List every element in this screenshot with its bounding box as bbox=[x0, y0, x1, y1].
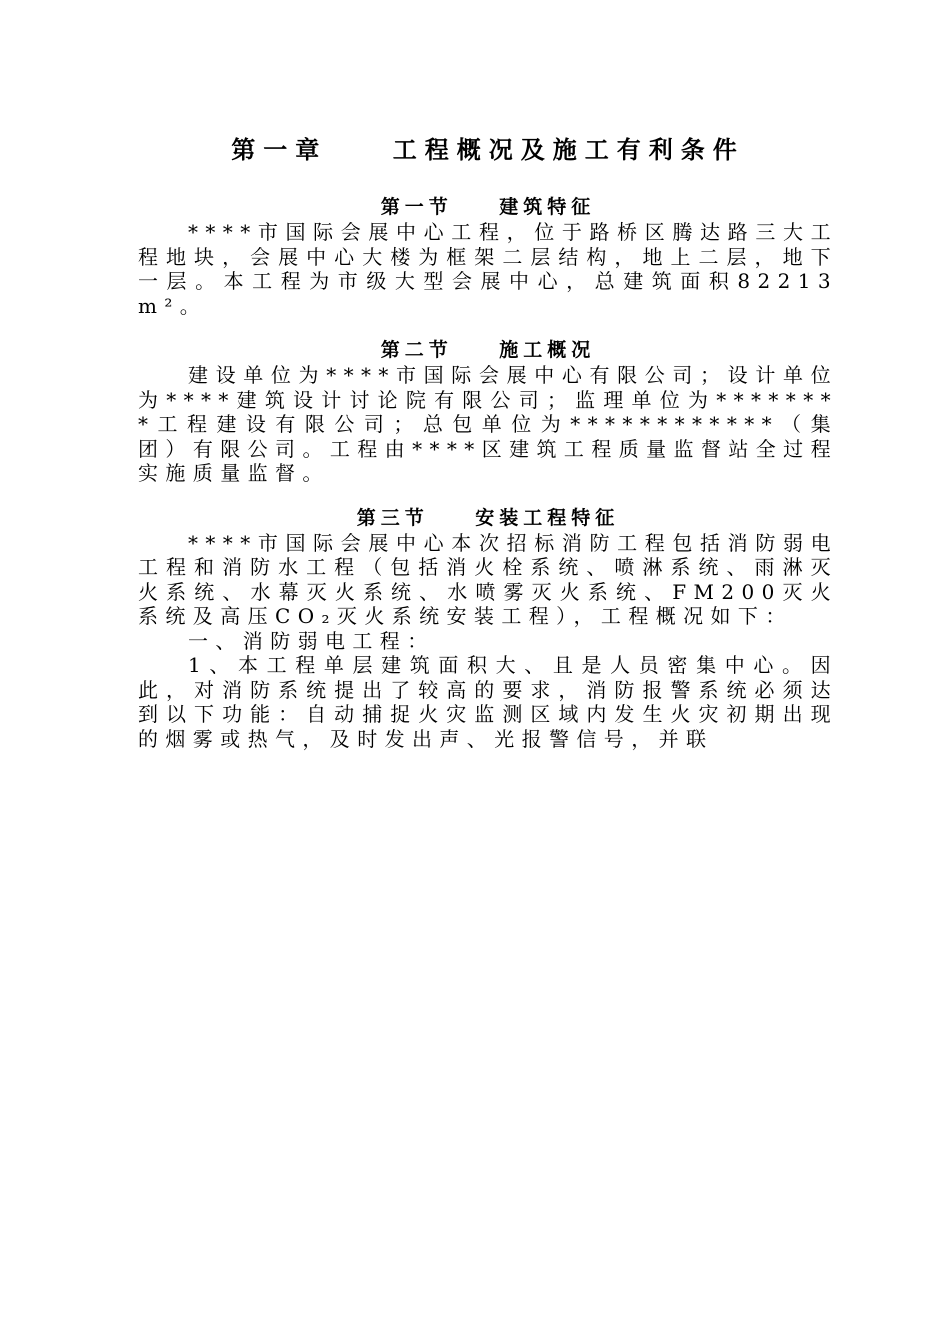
section-installation-features bbox=[138, 506, 838, 752]
section-title: 第一节 建筑特征 bbox=[380, 196, 596, 218]
section-construction-overview bbox=[138, 338, 838, 486]
subheading: 一、消防弱电工程： bbox=[188, 628, 435, 653]
paragraph: 1、本工程单层建筑面积大、且是人员密集中心。因此，对消防系统提出了较高的要求，消防报警系统必须达到以下功能：自动捕捉火灾监测区域内发生火灾初期出现的烟雾或热气，及时发出声、光报警信号，并联 bbox=[138, 653, 838, 751]
section-building-features bbox=[138, 195, 838, 318]
section-title: 第二节 施工概况 bbox=[380, 339, 596, 361]
section-title: 第三节 安装工程特征 bbox=[356, 506, 620, 529]
paragraph: ****市国际会展中心工程，位于路桥区腾达路三大工程地块，会展中心大楼为框架二层结构，地上二层，地下一层。本工程为市级大型会展中心，总建筑面积82213m²。 bbox=[138, 220, 838, 318]
paragraph: ****市国际会展中心本次招标消防工程包括消防弱电工程和消防水工程（包括消火栓系统、喷淋系统、雨淋灭火系统、水幕灭火系统、水喷雾灭火系统、FM200灭火系统及高压CO₂灭火系统安装工程），工程概况如下： bbox=[138, 530, 838, 628]
document-page bbox=[138, 130, 838, 771]
chapter-title: 第一章 工程概况及施工有利条件 bbox=[231, 136, 745, 164]
paragraph: 建设单位为****市国际会展中心有限公司；设计单位为****建筑设计讨论院有限公司；监理单位为********工程建设有限公司；总包单位为************（集团）有限公司。工程由****区建筑工程质量监督站全过程实施质量监督。 bbox=[138, 363, 838, 485]
